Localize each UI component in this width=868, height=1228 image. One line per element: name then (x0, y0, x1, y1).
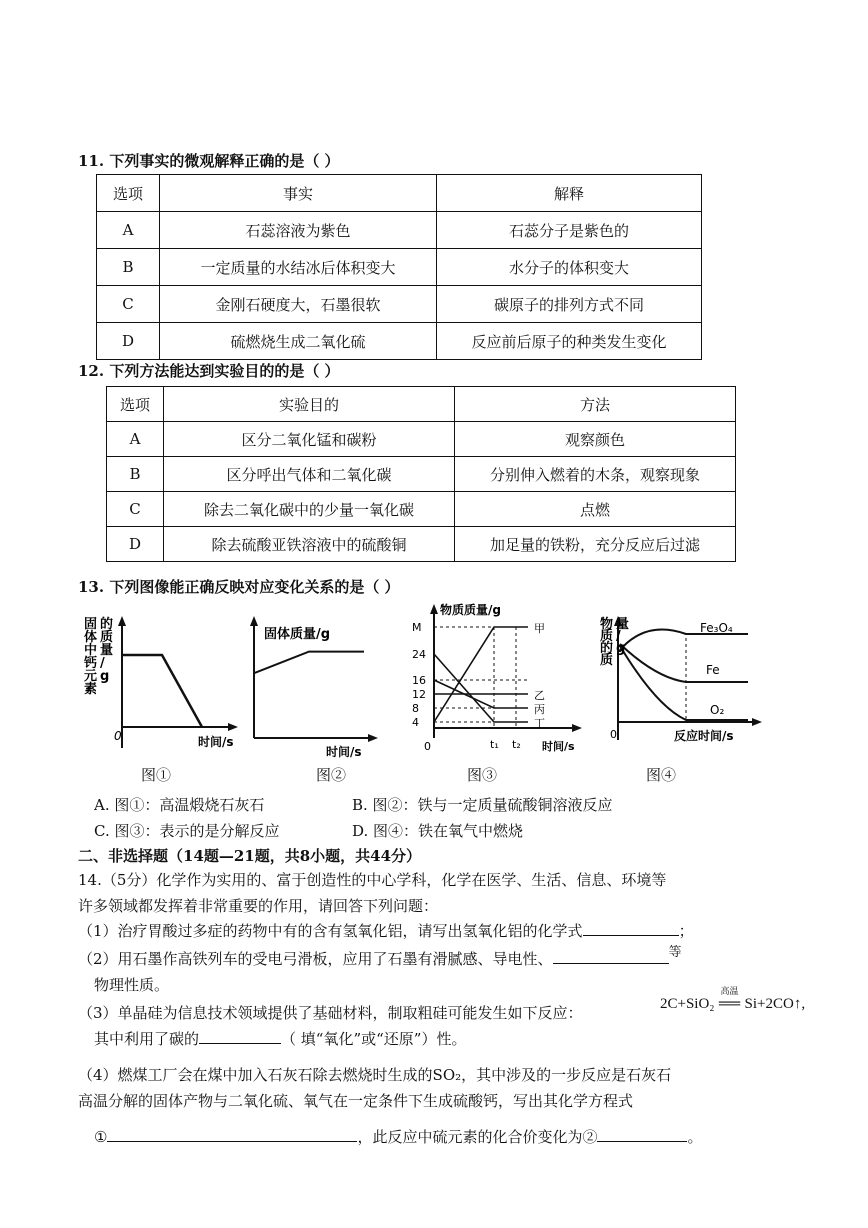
q14-part-3-line-2 (94, 1028, 466, 1049)
q14-part-4-mid: ，此反应中硫元素的化合价变化为② (357, 1128, 598, 1146)
chart-3-y-tick: 4 (412, 716, 419, 729)
table-cell: 点燃 (455, 492, 736, 527)
table-cell: A (97, 212, 160, 249)
q14-part-4-end: 。 (687, 1128, 703, 1146)
figure-caption-4: 图④ (646, 766, 677, 784)
table-cell: 金刚石硬度大，石墨很软 (160, 286, 437, 323)
chart-1-series-line (122, 655, 202, 727)
q14-part-4-line-1: （4）燃煤工厂会在煤中加入石灰石除去燃烧时生成的SO₂，其中涉及的一步反应是石灰石 (78, 1066, 672, 1084)
chart-1-x-arrow (228, 723, 238, 731)
chart-2-y-arrow (250, 616, 258, 626)
q14-equation (660, 986, 806, 1013)
table-cell: 除去硫酸亚铁溶液中的硫酸铜 (164, 527, 455, 562)
table-cell: 硫燃烧生成二氧化硫 (160, 323, 437, 360)
q14-part-4-line-2: 高温分解的固体产物与二氧化硫、氧气在一定条件下生成硫酸钙，写出其化学方程式 (78, 1092, 634, 1110)
chart-1-ylabel: 固体中钙元素的质量/ g (84, 617, 114, 697)
equation-condition: 高温 ══ (715, 996, 745, 1013)
answer-blank-1[interactable] (583, 921, 679, 936)
chart-1-y-arrow (118, 616, 126, 626)
chart-3-series-label: 甲 (534, 622, 545, 635)
table-header: 实验目的 (164, 387, 455, 422)
table-header: 选项 (107, 387, 164, 422)
chart-3-xlabel: 时间/s (542, 740, 575, 753)
table-cell: 分别伸入燃着的木条，观察现象 (455, 457, 736, 492)
table-cell: 石蕊溶液为紫色 (160, 212, 437, 249)
table-cell: A (107, 422, 164, 457)
option-a: A. 图①：高温煅烧石灰石 (94, 796, 265, 814)
figure-caption-1: 图① (141, 766, 172, 784)
q14-part-2 (78, 945, 682, 969)
equation-left: 2C+SiO₂ (660, 996, 715, 1012)
table-cell: 石蕊分子是紫色的 (437, 212, 702, 249)
chart-4-ylabel: 物质的质量/ g (600, 617, 630, 668)
chart-3-y-arrow (430, 604, 438, 614)
figure-caption-3: 图③ (467, 766, 498, 784)
chart-2 (238, 610, 388, 760)
table-cell: 区分呼出气体和二氧化碳 (164, 457, 455, 492)
q14-part-3-start: 其中利用了碳的 (94, 1030, 200, 1048)
chart-3-x-tick: t₂ (512, 738, 521, 751)
chart-3-x-tick: t₁ (490, 738, 499, 751)
chart-3 (408, 598, 588, 758)
q14-part-2-end: 等 (668, 945, 682, 960)
table-cell: B (97, 249, 160, 286)
chart-3-y-tick: 12 (412, 688, 426, 701)
chart-3-y-tick: 24 (412, 648, 426, 661)
chart-1 (78, 610, 248, 760)
equation-right: Si+2CO↑, (744, 996, 806, 1012)
chart-3-origin: 0 (424, 740, 431, 753)
chart-1-origin: 0 (114, 729, 122, 743)
chart-1-xlabel: 时间/s (198, 735, 234, 749)
table-cell: 水分子的体积变大 (437, 249, 702, 286)
q14-intro-line-2: 许多领域都发挥着非常重要的作用，请回答下列问题： (78, 897, 439, 915)
chart-3-series-line (434, 654, 528, 722)
table-cell: 区分二氧化锰和碳粉 (164, 422, 455, 457)
question-11-stem: 11. 下列事实的微观解释正确的是（ ） (78, 152, 340, 170)
question-11-table (96, 174, 702, 360)
chart-4-svg (596, 610, 768, 760)
chart-2-ylabel: 固体质量/g (264, 627, 331, 642)
table-cell: D (97, 323, 160, 360)
question-12-stem: 12. 下列方法能达到实验目的的是（ ） (78, 362, 340, 380)
chart-3-svg (408, 598, 588, 758)
chart-3-y-tick: 16 (412, 674, 426, 687)
chart-2-svg (238, 610, 388, 760)
chart-4-legend-fe: Fe (706, 663, 720, 677)
chart-4-origin: 0 (610, 728, 617, 741)
table-cell: 反应前后原子的种类发生变化 (437, 323, 702, 360)
answer-blank-5[interactable] (597, 1127, 687, 1142)
q14-part-2-text: （2）用石墨作高铁列车的受电弓滑板，应用了石墨有滑腻感、导电性、 (78, 950, 553, 968)
chart-3-y-tick: 8 (412, 702, 419, 715)
equation-condition-text: 高温 (720, 986, 739, 996)
chart-4-legend-fe3o4: Fe₃O₄ (700, 621, 733, 635)
chart-2-x-arrow (368, 734, 378, 742)
q14-part-3-end: （ 填“氧化”或“还原”）性。 (281, 1030, 467, 1048)
table-cell: C (97, 286, 160, 323)
table-header: 方法 (455, 387, 736, 422)
table-cell: 碳原子的排列方式不同 (437, 286, 702, 323)
option-c: C. 图③：表示的是分解反应 (94, 822, 280, 840)
chart-1-svg (78, 610, 248, 760)
chart-3-series-label: 丙 (534, 703, 545, 716)
chart-2-xlabel: 时间/s (326, 745, 362, 759)
chart-4-legend-o2: O₂ (710, 703, 725, 717)
chart-3-ylabel: 物质质量/g (440, 603, 501, 617)
answer-blank-3[interactable] (199, 1029, 281, 1044)
question-13-stem: 13. 下列图像能正确反映对应变化关系的是（ ） (78, 578, 400, 596)
q14-part-1 (78, 920, 694, 941)
chart-3-series-label: 丁 (534, 717, 545, 730)
chart-4 (596, 610, 768, 760)
table-cell: C (107, 492, 164, 527)
figure-caption-2: 图② (316, 766, 347, 784)
table-cell: 加足量的铁粉，充分反应后过滤 (455, 527, 736, 562)
table-cell: B (107, 457, 164, 492)
q14-part-2-line-2: 物理性质。 (94, 976, 170, 994)
table-header: 解释 (437, 175, 702, 212)
q14-part-1-end: ； (678, 922, 694, 940)
q14-part-4-mark-1: ① (94, 1128, 108, 1146)
chart-4-x-arrow (752, 718, 762, 726)
q14-part-4-line-3 (94, 1126, 702, 1147)
answer-blank-2[interactable] (553, 949, 669, 964)
chart-3-x-arrow (572, 724, 582, 732)
chart-3-y-tick: M (412, 621, 422, 634)
table-cell: 观察颜色 (455, 422, 736, 457)
table-cell: 一定质量的水结冰后体积变大 (160, 249, 437, 286)
q14-part-1-text: （1）治疗胃酸过多症的药物中有的含有氢氧化铝，请写出氢氧化铝的化学式 (78, 922, 583, 940)
q14-intro-line-1: 14.（5分）化学作为实用的、富于创造性的中心学科，化学在医学、生活、信息、环境等 (78, 871, 667, 889)
table-cell: 除去二氧化碳中的少量一氧化碳 (164, 492, 455, 527)
option-b: B. 图②：铁与一定质量硫酸铜溶液反应 (352, 796, 613, 814)
question-12-table (106, 386, 736, 562)
table-header: 事实 (160, 175, 437, 212)
table-cell: D (107, 527, 164, 562)
section-2-heading: 二、非选择题（14题—21题，共8小题，共44分） (78, 847, 422, 865)
chart-3-series-label: 乙 (534, 689, 545, 702)
chart-4-xlabel: 反应时间/s (674, 729, 734, 743)
table-header: 选项 (97, 175, 160, 212)
answer-blank-4[interactable] (107, 1127, 357, 1142)
option-d: D. 图④：铁在氧气中燃烧 (352, 822, 524, 840)
chart-2-series-line (254, 652, 364, 674)
q14-part-3: （3）单晶硅为信息技术领域提供了基础材料，制取粗硅可能发生如下反应： (78, 1004, 583, 1022)
